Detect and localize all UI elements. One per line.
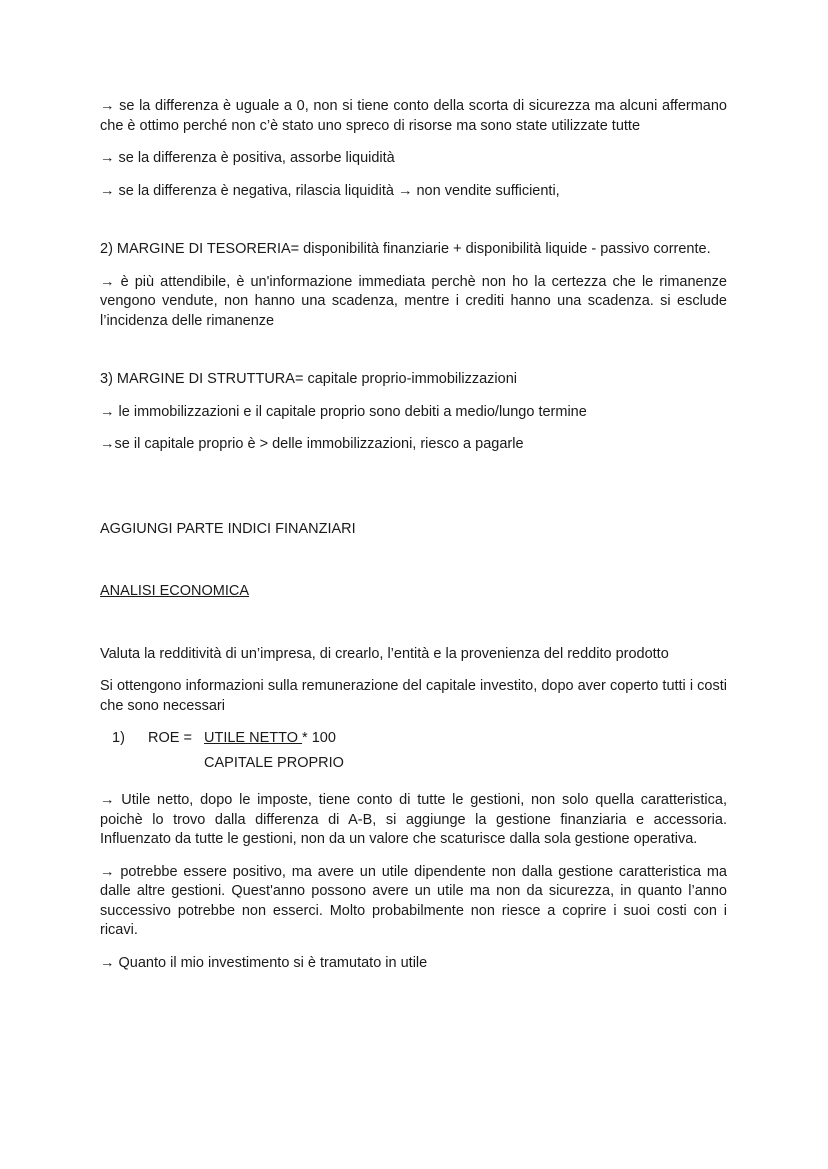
paragraph-difference-positive: → se la differenza è positiva, assorbe liquidità xyxy=(100,150,395,166)
paragraph-difference-zero: → se la differenza è uguale a 0, non si tiene conto della scorta di sicurezza ma alcuni affermano che è ottimo perché non c’è stato uno spreco di risorse ma sono state utilizzate tutte xyxy=(100,98,727,134)
paragraph-struttura-note-1: → le immobilizzazioni e il capitale proprio sono debiti a medio/lungo termine xyxy=(100,403,587,420)
paragraph-margine-tesoreria: 2) MARGINE DI TESORERIA= disponibilità finanziarie + disponibilità liquide - passivo corrente. xyxy=(100,241,711,257)
paragraph-utile-netto: → Utile netto, dopo le imposte, tiene conto di tutte le gestioni, non solo quella caratteristica, poichè lo trovo dalla differenza di A-B, si aggiunge la gestione finanziaria e accessoria. Influenzato da tutte le gestioni, non da un valore che scaturisce dalla sola gestione operativa. xyxy=(100,792,727,847)
formula-denominator: CAPITALE PROPRIO xyxy=(204,755,344,771)
paragraph-positivo: → potrebbe essere positivo, ma avere un utile dipendente non dalla gestione caratteristica ma dalle altre gestioni. Quest'anno possono avere un utile ma non da sicurezza, in quanto l’anno successivo potrebbe non esserci. Molto probabilmente non riesce a coprire i suoi costi con i ricavi. xyxy=(100,863,727,938)
document-page xyxy=(100,97,727,973)
paragraph-tesoreria-note: → è più attendibile, è un'informazione immediata perchè non ho la certezza che le rimanenze vengono vendute, non hanno una scadenza, mentre i crediti hanno una scadenza. si esclude l’incidenza delle rimanenze xyxy=(100,273,727,329)
paragraph-aggiungi-indici: AGGIUNGI PARTE INDICI FINANZIARI xyxy=(100,520,356,537)
roe-formula xyxy=(100,729,727,775)
paragraph-redditivita: Valuta la redditività di un’impresa, di crearlo, l’entità e la provenienza del reddito prodotto xyxy=(100,645,669,662)
formula-numerator-line xyxy=(204,729,336,749)
paragraph-remunerazione: Si ottengono informazioni sulla remunerazione del capitale investito, dopo aver coperto tutti i costi che sono necessari xyxy=(100,678,727,714)
formula-multiplier: * 100 xyxy=(302,730,336,746)
paragraph-struttura-note-2: →se il capitale proprio è > delle immobilizzazioni, riesco a pagarle xyxy=(100,436,524,452)
paragraph-difference-negative: → se la differenza è negativa, rilascia liquidità → non vendite sufficienti, xyxy=(100,182,560,199)
paragraph-investimento: → Quanto il mio investimento si è tramutato in utile xyxy=(100,954,428,971)
formula-lhs: ROE = xyxy=(148,730,192,746)
paragraph-margine-struttura: 3) MARGINE DI STRUTTURA= capitale proprio-immobilizzazioni xyxy=(100,371,517,387)
formula-numerator: UTILE NETTO xyxy=(204,730,303,746)
section-heading-analisi-economica: ANALISI ECONOMICA xyxy=(100,583,250,599)
formula-number: 1) xyxy=(112,730,125,746)
